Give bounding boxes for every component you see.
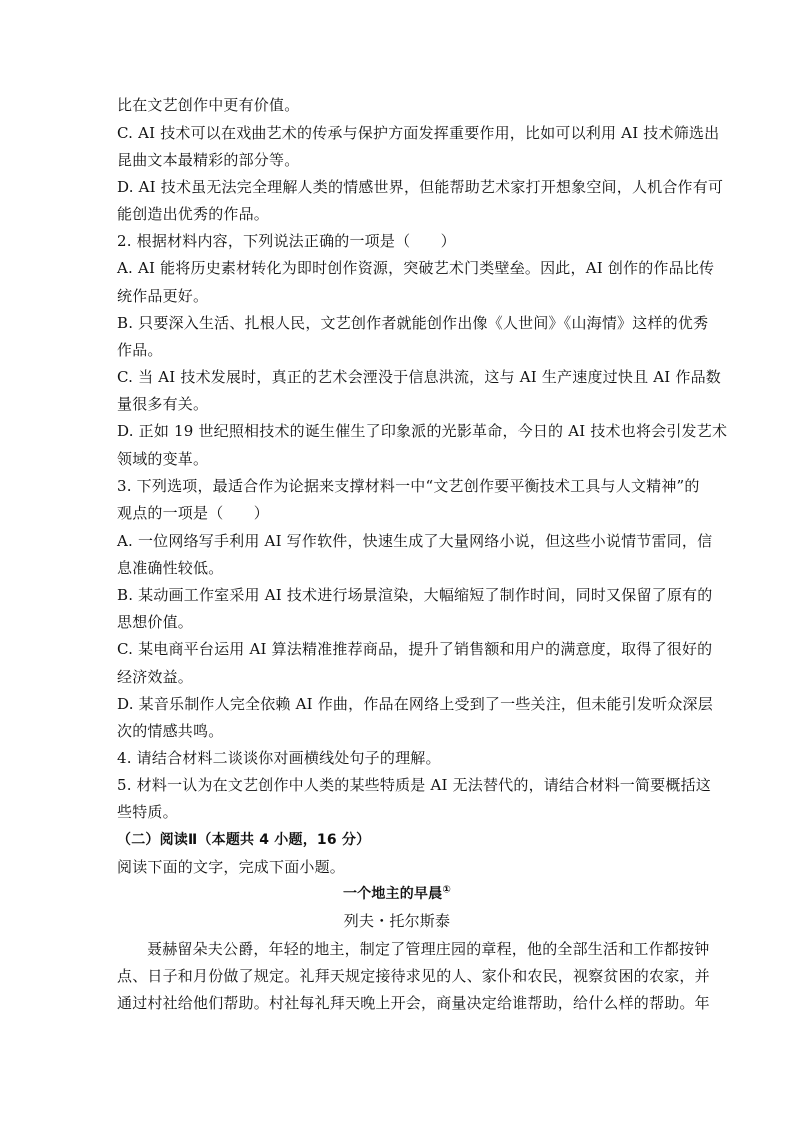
question-3: 3. 下列选项，最适合作为论据来支撑材料一中“文艺创作要平衡技术工具与人文精神”的 bbox=[117, 477, 700, 495]
q2-option-b: B. 只要深入生活、扎根人民，文艺创作者就能创作出像《人世间》《山海情》这样的优秀 bbox=[117, 314, 709, 332]
author-name: 列夫・托尔斯泰 bbox=[343, 912, 451, 930]
story-title-text: 一个地主的早晨 bbox=[342, 886, 443, 902]
text-line: 次的情感共鸣。 bbox=[117, 722, 224, 740]
text-line: 些特质。 bbox=[117, 803, 178, 821]
option-c-line: C. AI 技术可以在戏曲艺术的传承与保护方面发挥重要作用，比如可以利用 AI 技术筛选出 bbox=[117, 124, 720, 142]
q2-option-c: C. 当 AI 技术发展时，真正的艺术会湮没于信息洪流，这与 AI 生产速度过快且 AI 作品数 bbox=[117, 368, 721, 386]
question-4: 4. 请结合材料二谈谈你对画横线处句子的理解。 bbox=[117, 749, 441, 767]
text-line: 领域的变革。 bbox=[117, 450, 209, 468]
text-line: 昆曲文本最精彩的部分等。 bbox=[117, 151, 300, 169]
text-line: 观点的一项是（ ） bbox=[117, 504, 270, 522]
body-paragraph-line: 通过村社给他们帮助。村社每礼拜天晚上开会，商量决定给谁帮助，给什么样的帮助。年 bbox=[117, 994, 710, 1012]
story-title bbox=[0, 884, 794, 904]
text-line: 量很多有关。 bbox=[117, 395, 209, 413]
q3-option-d: D. 某音乐制作人完全依赖 AI 作曲，作品在网络上受到了一些关注，但未能引发听众深层 bbox=[117, 695, 713, 713]
q3-option-b: B. 某动画工作室采用 AI 技术进行场景渲染，大幅缩短了制作时间，同时又保留了原有的 bbox=[117, 586, 713, 604]
text-line: 能创造出优秀的作品。 bbox=[117, 205, 270, 223]
section-heading: （二）阅读Ⅱ（本题共 4 小题，16 分） bbox=[117, 832, 371, 848]
q3-option-c: C. 某电商平台运用 AI 算法精准推荐商品，提升了销售额和用户的满意度，取得了很好的 bbox=[117, 640, 713, 658]
instruction-text: 阅读下面的文字，完成下面小题。 bbox=[117, 858, 346, 876]
text-line: 统作品更好。 bbox=[117, 287, 209, 305]
q2-option-a: A. AI 能将历史素材转化为即时创作资源，突破艺术门类壁垒。因此，AI 创作的作品比传 bbox=[117, 259, 715, 277]
body-paragraph-line: 聂赫留朵夫公爵，年轻的地主，制定了管理庄园的章程，他的全部生活和工作都按钟 bbox=[147, 940, 710, 958]
text-line: 比在文艺创作中更有价值。 bbox=[117, 96, 300, 114]
q2-option-d: D. 正如 19 世纪照相技术的诞生催生了印象派的光影革命，今日的 AI 技术也将会引发艺术 bbox=[117, 422, 728, 440]
question-5: 5. 材料一认为在文艺创作中人类的某些特质是 AI 无法替代的，请结合材料一简要概括这 bbox=[117, 776, 711, 794]
text-line: 作品。 bbox=[117, 341, 163, 359]
q3-option-a: A. 一位网络写手利用 AI 写作软件，快速生成了大量网络小说，但这些小说情节雷同，信 bbox=[117, 532, 713, 550]
option-d-line: D. AI 技术虽无法完全理解人类的情感世界，但能帮助艺术家打开想象空间，人机合作有可 bbox=[117, 178, 724, 196]
text-line: 息准确性较低。 bbox=[117, 559, 224, 577]
text-line: 经济效益。 bbox=[117, 668, 194, 686]
question-2: 2. 根据材料内容，下列说法正确的一项是（ ） bbox=[117, 232, 456, 250]
text-line: 思想价值。 bbox=[117, 613, 194, 631]
footnote-marker: ① bbox=[442, 884, 452, 896]
body-paragraph-line: 点、日子和月份做了规定。礼拜天规定接待求见的人、家仆和农民，视察贫困的农家，并 bbox=[117, 967, 710, 985]
